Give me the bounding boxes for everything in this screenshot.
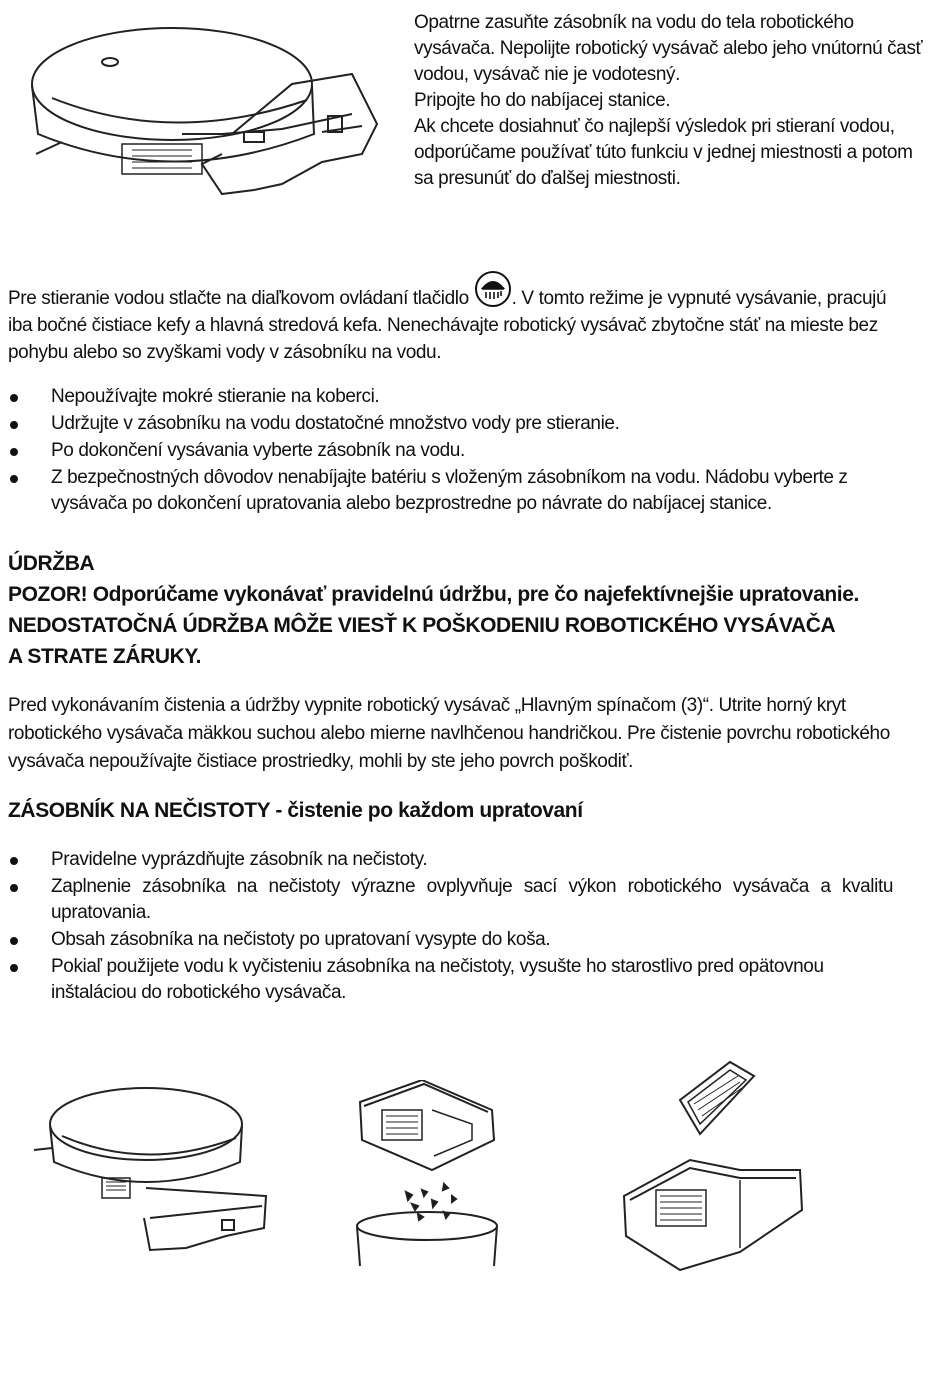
list-item: Udržujte v zásobníku na vodu dostatočné množstvo vody pre stieranie. bbox=[8, 411, 888, 437]
wet-mop-paragraph bbox=[8, 270, 908, 366]
mop-water-icon bbox=[474, 270, 512, 308]
robot-water-tank-illustration bbox=[22, 14, 384, 218]
dust-bin-bullet-list bbox=[8, 847, 893, 1007]
list-item: Pokiaľ použijete vodu k vyčisteniu zásobníka na nečistoty, vysušte ho starostlivo pred opätovnou inštaláciou do robotického vysávača. bbox=[8, 954, 893, 1006]
dustbin-filter-removal-illustration bbox=[620, 1060, 806, 1272]
intro-line-3: Ak chcete dosiahnuť čo najlepší výsledok pri stieraní vodou, odporúčame používať túto funkciu v jednej miestnosti a potom sa presunúť do ďalšej miestnosti. bbox=[414, 116, 913, 189]
list-item: Z bezpečnostných dôvodov nenabíjajte batériu s vloženým zásobníkom na vodu. Nádobu vyberte z vysávača po dokončení upratovania alebo bezprostredne po návrate do nabíjacej stanice. bbox=[8, 465, 888, 517]
wet-mop-text-after: . V tomto režime je vypnuté vysávanie, pracujú iba bočné čistiace kefy a hlavná stredová kefa. Nenechávajte robotický vysávač zbytočne stáť na mieste bez pohybu alebo so zvyškami vody v zásobníku na vodu. bbox=[8, 288, 887, 363]
intro-line-2: Pripojte ho do nabíjacej stanice. bbox=[414, 90, 671, 111]
intro-line-1: Opatrne zasuňte zásobník na vodu do tela robotického vysávača. Nepolijte robotický vysávač alebo jeho vnútornú časť vodou, vysávač nie je vodotesný. bbox=[414, 12, 923, 85]
intro-text bbox=[414, 10, 924, 192]
maintenance-warning-2: NEDOSTATOČNÁ ÚDRŽBA MÔŽE VIESŤ K POŠKODENIU ROBOTICKÉHO VYSÁVAČA A STRATE ZÁRUKY. bbox=[8, 614, 835, 668]
list-item: Obsah zásobníka na nečistoty po upratovaní vysypte do koša. bbox=[8, 927, 893, 953]
dust-bin-heading: ZÁSOBNÍK NA NEČISTOTY - čistenie po každom upratovaní bbox=[8, 799, 583, 822]
dust-bin-section bbox=[8, 795, 908, 826]
maintenance-section bbox=[8, 548, 908, 672]
dustbin-emptying-illustration bbox=[352, 1080, 502, 1266]
maintenance-paragraph: Pred vykonávaním čistenia a údržby vypnite robotický vysávač „Hlavným spínačom (3)“. Utrite horný kryt robotického vysávača mäkkou suchou alebo mierne navlhčenou handričkou. Pre čistenie povrchu robotického vysávača nepoužívajte čistiace prostriedky, mohli by ste jeho povrch poškodiť. bbox=[8, 695, 890, 772]
robot-dustbin-removal-illustration bbox=[26, 1078, 274, 1268]
maintenance-warning-1: POZOR! Odporúčame vykonávať pravidelnú údržbu, pre čo najefektívnejšie upratovanie. bbox=[8, 583, 859, 606]
wet-mop-bullet-list bbox=[8, 384, 888, 518]
wet-mop-text-before: Pre stieranie vodou stlačte na diaľkovom ovládaní tlačidlo bbox=[8, 288, 474, 309]
list-item: Zaplnenie zásobníka na nečistoty výrazne ovplyvňuje sací výkon robotického vysávača a kvalitu upratovania. bbox=[8, 874, 893, 926]
list-item: Nepoužívajte mokré stieranie na koberci. bbox=[8, 384, 888, 410]
maintenance-heading: ÚDRŽBA bbox=[8, 552, 95, 575]
list-item: Pravidelne vyprázdňujte zásobník na nečistoty. bbox=[8, 847, 893, 873]
list-item: Po dokončení vysávania vyberte zásobník na vodu. bbox=[8, 438, 888, 464]
